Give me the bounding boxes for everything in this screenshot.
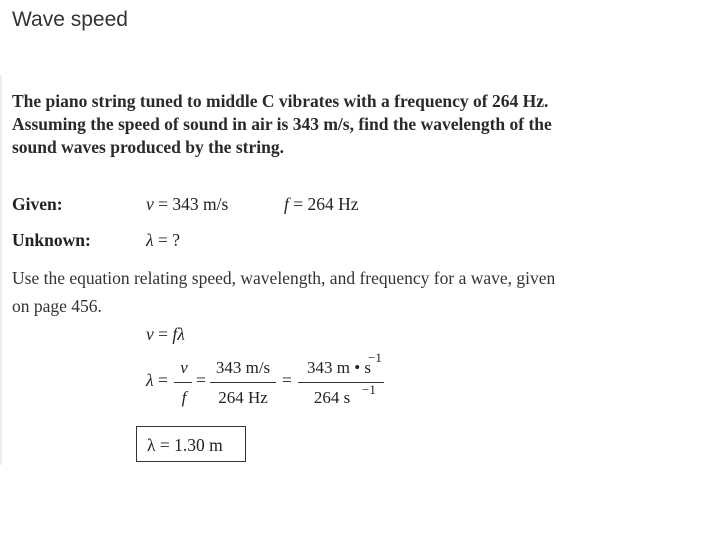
given-speed <box>146 194 228 215</box>
frac2-denominator: 264 Hz <box>218 388 268 407</box>
given-label: Given: <box>12 194 63 214</box>
frequency-value: = 264 Hz <box>288 194 359 214</box>
problem-line: The piano string tuned to middle C vibrates with a frequency of 264 Hz. <box>12 91 549 111</box>
eq1-f-lambda: fλ <box>172 324 185 344</box>
problem-line: Assuming the speed of sound in air is 343 m/s, find the wavelength of the <box>12 114 552 134</box>
problem-statement <box>12 90 652 159</box>
unknown-wavelength <box>146 230 180 251</box>
eq2-lambda: λ <box>146 370 154 390</box>
instruction-text <box>12 264 632 320</box>
frac3-numerator: 343 m • s <box>306 358 372 377</box>
wavelength-symbol: λ <box>146 230 154 250</box>
eq2-equals-3: = <box>282 370 292 390</box>
frequency-symbol: f <box>284 194 289 214</box>
eq1-v: v <box>146 324 154 344</box>
eq2-equals-2: = <box>196 370 206 390</box>
unknown-value: = ? <box>153 230 180 250</box>
answer-box <box>136 426 246 462</box>
frac1-denominator: f <box>181 388 187 407</box>
speed-symbol: v <box>146 194 154 214</box>
slide-title: Wave speed <box>12 8 128 31</box>
frac2-numerator: 343 m/s <box>215 358 271 377</box>
frac1-bar <box>174 382 192 383</box>
frac3-denominator-exponent: −1 <box>362 382 376 397</box>
instruction-line: Use the equation relating speed, wavelength, and frequency for a wave, given <box>12 268 556 288</box>
problem-line: sound waves produced by the string. <box>12 137 284 157</box>
frac1-numerator: v <box>180 358 188 377</box>
frac2-bar <box>210 382 276 383</box>
unknown-label: Unknown: <box>12 230 91 250</box>
equation-wave-speed <box>146 324 185 345</box>
given-frequency <box>284 194 359 215</box>
speed-value: = 343 m/s <box>153 194 229 214</box>
left-edge-divider <box>0 75 2 465</box>
eq2-lambda-lhs <box>146 370 168 391</box>
eq2-equals: = <box>153 370 168 390</box>
answer-text: λ = 1.30 m <box>147 435 223 455</box>
frac3-numerator-exponent: −1 <box>368 350 382 365</box>
eq1-equals: = <box>153 324 173 344</box>
frac3-denominator: 264 s <box>313 388 351 407</box>
instruction-line: on page 456. <box>12 296 102 316</box>
